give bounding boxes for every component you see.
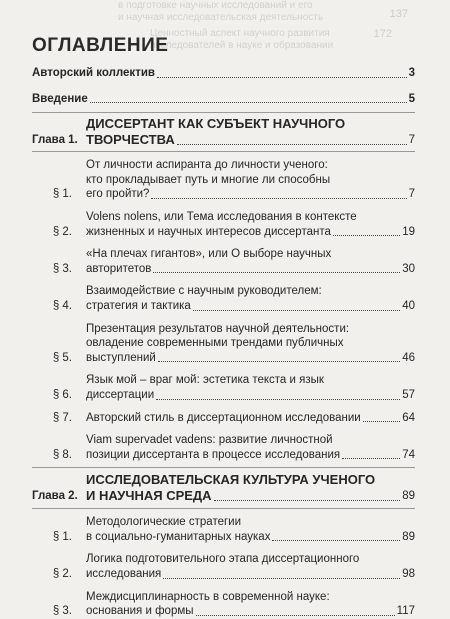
page-number: 3 [408, 67, 415, 79]
toc-section[interactable] [32, 210, 415, 239]
toc-section[interactable] [32, 284, 415, 313]
section-number: § 1. [52, 188, 72, 201]
page-number: 64 [402, 411, 415, 424]
section-title-line: диссертации [86, 388, 155, 401]
page-number: 89 [402, 490, 415, 503]
chapter-title-line: ДИССЕРТАНТ КАК СУБЪЕКТ НАУЧНОГО [86, 116, 346, 132]
section-number: § 2. [52, 225, 72, 238]
page-number: 30 [402, 262, 415, 275]
page-number: 5 [408, 92, 415, 105]
page-number: 89 [402, 530, 415, 543]
page-number: 117 [396, 605, 415, 618]
section-number: § 3. [52, 605, 72, 618]
bleed-line: исследователей в науке и образовании [150, 40, 334, 51]
toc-section[interactable] [32, 433, 415, 462]
section-number: § 8. [52, 448, 72, 461]
section-number: § 7. [52, 411, 72, 424]
section-number: § 6. [52, 388, 72, 401]
entry-label: Авторский коллектив [32, 67, 155, 79]
section-title-line: Методологические стратегии [86, 516, 242, 529]
bleed-line: Ценностный аспект научного развития [150, 28, 330, 39]
dot-leader [157, 77, 407, 78]
section-number: § 4. [52, 299, 72, 312]
toc-section[interactable] [32, 373, 415, 402]
bleed-page-number: 172 [373, 28, 392, 40]
toc-section[interactable] [32, 590, 415, 619]
chapter-title-line: ИССЛЕДОВАТЕЛЬСКАЯ КУЛЬТУРА УЧЕНОГО [86, 472, 376, 488]
chapter-title-line: И НАУЧНАЯ СРЕДА [86, 488, 212, 504]
toc-section[interactable] [32, 247, 415, 276]
dot-leader [90, 102, 407, 103]
section-title-line: его пройти? [86, 188, 150, 201]
page-number: 19 [402, 225, 415, 238]
dot-leader [272, 540, 400, 541]
toc-section[interactable] [32, 552, 415, 581]
toc-section[interactable] [32, 158, 415, 202]
section-title-line: «На плечах гигантов», или О выборе научных [86, 248, 332, 261]
dot-leader [196, 615, 395, 616]
section-title-line: в социально-гуманитарных науках [86, 530, 271, 543]
entry-label: Введение [32, 92, 88, 105]
section-title-line: Авторский стиль в диссертационном исследовании [86, 411, 361, 424]
toc-chapter-2[interactable] [32, 472, 415, 504]
table-of-contents [32, 66, 415, 619]
section-title-line: позиции диссертанта в процессе исследования [86, 448, 341, 461]
dot-leader [333, 235, 400, 236]
page-number: 7 [408, 134, 415, 147]
section-title-line: Volens nolens, или Тема исследования в контексте [86, 210, 357, 223]
bleed-line: в подготовке научных исследований и его [118, 0, 313, 11]
section-title-line: Взаимодействие с научным руководителем: [86, 285, 322, 298]
toc-section[interactable] [32, 322, 415, 366]
section-title-line: выступлений [86, 351, 156, 364]
dot-leader [214, 500, 401, 501]
section-title-line: Междисциплинарность в современной науке: [86, 590, 330, 603]
toc-entry-introduction[interactable] [32, 92, 415, 107]
section-title-line: кто прокладывает путь и многие ли способны [86, 173, 331, 186]
page-number: 98 [402, 568, 415, 581]
toc-chapter-1[interactable] [32, 116, 415, 148]
page-number: 46 [402, 351, 415, 364]
section-title-line: овладение современными трендами публичных [86, 337, 344, 350]
section-title-line: Логика подготовительного этапа диссертационного [86, 553, 360, 566]
section-title-line: стратегия и тактика [86, 299, 191, 312]
page-number: 74 [402, 448, 415, 461]
dot-leader [342, 458, 400, 459]
section-number: § 5. [52, 351, 72, 364]
dot-leader [363, 421, 401, 422]
dot-leader [156, 399, 400, 400]
bleed-page-number: 137 [389, 8, 408, 20]
bleed-line: и научная исследовательская деятельность [118, 12, 324, 23]
section-title-line: основания и формы [86, 605, 194, 618]
section-number: § 3. [52, 262, 72, 275]
chapter-title-line: ТВОРЧЕСТВА [86, 132, 175, 148]
section-title-line: авторитетов [86, 262, 152, 275]
toc-section[interactable] [32, 411, 415, 426]
section-title-line: жизненных и научных интересов диссертанта [86, 225, 331, 238]
section-number: § 1. [52, 530, 72, 543]
dot-leader [177, 144, 407, 145]
dot-leader [151, 198, 406, 199]
dot-leader [158, 361, 400, 362]
dot-leader [163, 578, 400, 579]
dot-leader [153, 272, 400, 273]
page-number: 7 [408, 188, 415, 201]
chapter-number: Глава 2. [32, 490, 78, 503]
page-number: 57 [402, 388, 415, 401]
page-number: 40 [402, 299, 415, 312]
section-title-line: От личности аспиранта до личности ученого: [86, 159, 328, 172]
section-title-line: Презентация результатов научной деятельности: [86, 322, 350, 335]
section-title-line: Viam supervadet vadens: развитие личностной [86, 434, 333, 447]
toc-entry-authors[interactable] [32, 66, 415, 81]
section-number: § 2. [52, 568, 72, 581]
chapter-number: Глава 1. [32, 134, 78, 147]
toc-section[interactable] [32, 515, 415, 544]
section-title-line: исследования [86, 568, 162, 581]
toc-heading: ОГЛАВЛЕНИЕ [32, 35, 169, 56]
dot-leader [193, 310, 400, 311]
section-title-line: Язык мой – враг мой: эстетика текста и язык [86, 374, 324, 387]
